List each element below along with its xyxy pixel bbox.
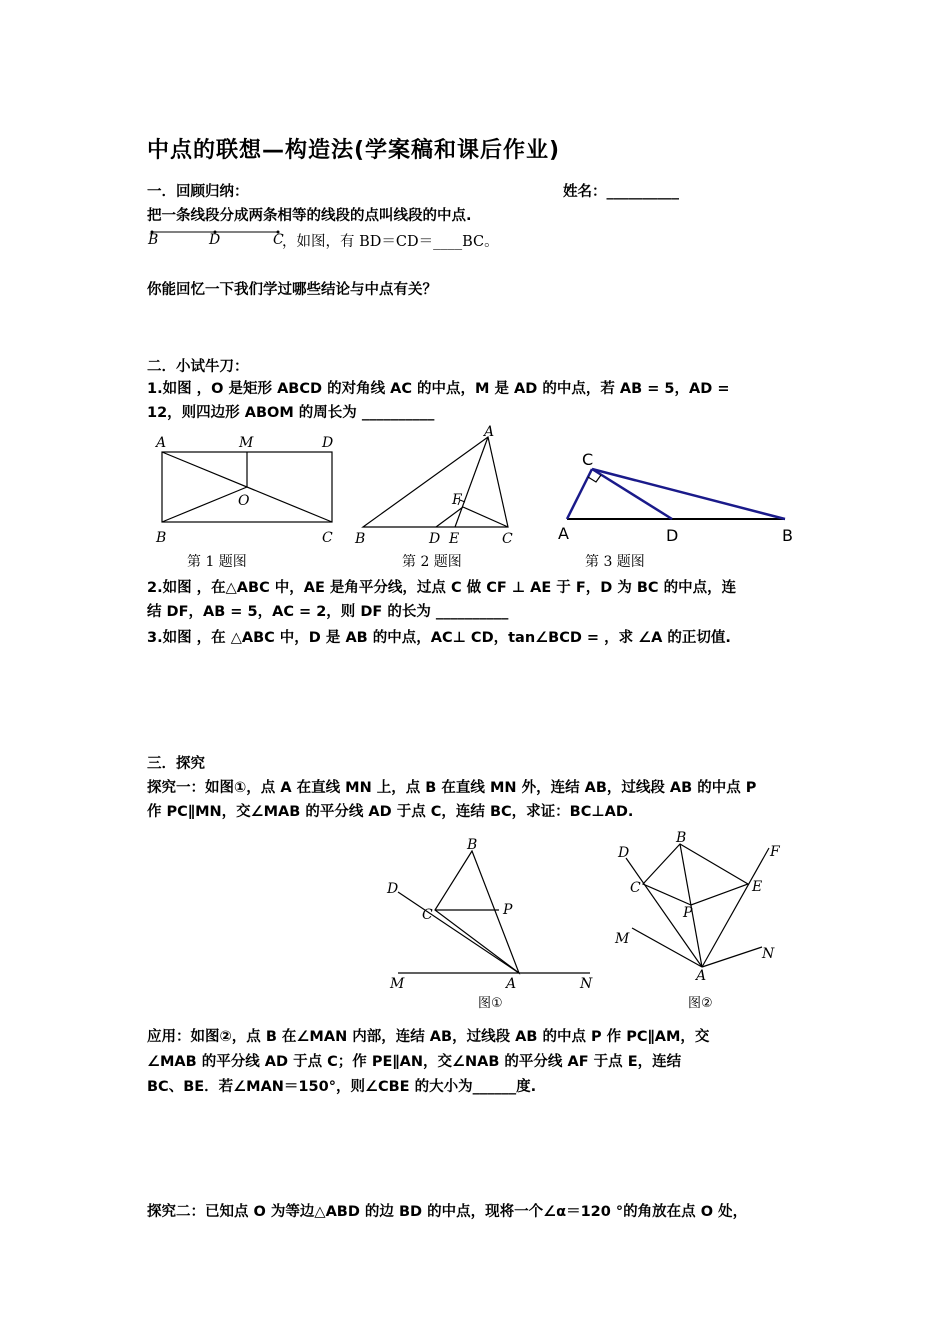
seg-label-d: D <box>209 232 221 248</box>
figB-label-m: M <box>615 931 630 947</box>
fig2-label-f: F <box>452 492 462 508</box>
section3-heading: 三．探究 <box>147 756 205 772</box>
explore1-line2: 作 PC∥MN，交∠MAB 的平分线 AD 于点 C，连结 BC，求证：BC⊥AD. <box>147 804 634 820</box>
fig3-label-b: B <box>782 526 793 545</box>
figure-3-triangle <box>555 445 800 550</box>
seg-label-b: B <box>148 232 159 248</box>
caption-fig3: 第 3 题图 <box>585 554 645 570</box>
figB-label-p: P <box>683 905 693 921</box>
fig2-label-e: E <box>449 531 460 547</box>
fig2-label-c: C <box>502 531 513 547</box>
figA-label-n: N <box>580 976 593 992</box>
q2-line1: 2.如图 ，在△ABC 中，AE 是角平分线，过点 C 做 CF ⊥ AE 于 F，D 为 BC 的中点，连 <box>147 580 737 596</box>
figA-label-c: C <box>422 907 433 923</box>
fig3-label-a: A <box>558 524 569 543</box>
fig2-label-d: D <box>429 531 441 547</box>
figure-2-triangle <box>352 425 522 550</box>
figA-label-b: B <box>467 837 478 853</box>
figA-label-m: M <box>390 976 405 992</box>
fig1-label-o: O <box>238 493 250 509</box>
figA-label-d: D <box>387 881 399 897</box>
recall-question: 你能回忆一下我们学过哪些结论与中点有关？ <box>147 282 437 298</box>
q1-line2: 12，则四边形 ABOM 的周长为 __________ <box>147 405 435 421</box>
application-line3: BC、BE．若∠MAN＝150°，则∠CBE 的大小为______度. <box>147 1079 537 1095</box>
fig1-label-b: B <box>156 530 167 546</box>
explore1-line1: 探究一：如图①，点 A 在直线 MN 上，点 B 在直线 MN 外，连结 AB，过线段 AB 的中点 P <box>147 780 757 796</box>
figure-explore-2 <box>612 830 792 1010</box>
fig3-label-c: C <box>582 450 594 469</box>
figB-label-b: B <box>676 830 687 846</box>
application-line1: 应用：如图②，点 B 在∠MAN 内部，连结 AB，过线段 AB 的中点 P 作 PC∥AM，交 <box>147 1029 710 1045</box>
figB-label-c: C <box>630 880 641 896</box>
fig3-label-d: D <box>666 526 679 545</box>
name-field[interactable]: 姓名：__________ <box>563 184 679 200</box>
fig1-label-d: D <box>322 435 334 451</box>
segment-question: ，如图，有 BD＝CD＝____BC。 <box>282 234 499 250</box>
figA-caption: 图① <box>478 996 503 1011</box>
application-line2: ∠MAB 的平分线 AD 于点 C；作 PE∥AN，交∠NAB 的平分线 AF 于点 E，连结 <box>147 1054 682 1070</box>
figB-label-n: N <box>762 946 775 962</box>
q2-line2: 结 DF，AB = 5，AC = 2，则 DF 的长为 __________ <box>147 604 509 620</box>
explore2-line1: 探究二：已知点 O 为等边△ABD 的边 BD 的中点，现将一个∠α＝120 °的角放在点 O 处， <box>147 1204 748 1220</box>
figA-label-p: P <box>503 902 513 918</box>
fig1-label-a: A <box>156 435 167 451</box>
figB-label-f: F <box>770 844 780 860</box>
q3: 3.如图 ，在 △ABC 中，D 是 AB 的中点，AC⊥ CD，tan∠BCD = ，求 ∠A 的正切值. <box>147 630 731 646</box>
caption-fig1: 第 1 题图 <box>187 554 247 570</box>
figB-label-d: D <box>618 845 630 861</box>
fig2-label-a: A <box>484 424 495 440</box>
q1-line1: 1.如图 ，O 是矩形 ABCD 的对角线 AC 的中点，M 是 AD 的中点，若 AB = 5，AD = <box>147 381 730 397</box>
figure-explore-1 <box>385 835 600 1015</box>
figB-label-e: E <box>752 879 763 895</box>
fig1-label-c: C <box>322 530 333 546</box>
segment-bdc-figure <box>147 226 287 248</box>
section1-heading: 一．回顾归纳： <box>147 184 249 200</box>
figure-1-rectangle <box>150 430 350 550</box>
seg-label-c: C <box>273 232 284 248</box>
page-title: 中点的联想—构造法(学案稿和课后作业) <box>147 138 561 163</box>
figB-caption: 图② <box>688 996 713 1011</box>
fig2-label-b: B <box>355 531 366 547</box>
figB-label-a: A <box>696 968 707 984</box>
fig1-label-m: M <box>239 435 254 451</box>
midpoint-definition: 把一条线段分成两条相等的线段的点叫线段的中点. <box>147 208 472 224</box>
caption-fig2: 第 2 题图 <box>402 554 462 570</box>
figA-label-a: A <box>506 976 517 992</box>
section2-heading: 二．小试牛刀： <box>147 359 249 375</box>
